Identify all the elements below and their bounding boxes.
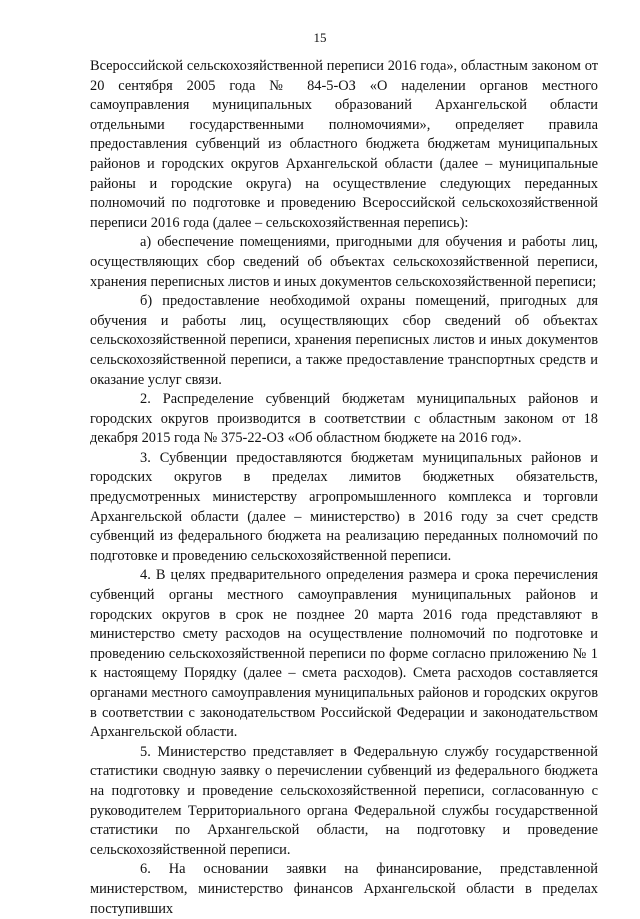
paragraph-2: 2. Распределение субвенций бюджетам муниципальных районов и городских округов производится в соответствии с областным законом от 18 декабря 2015 года № 375-22-ОЗ «Об областном бюджете на 2016 год». [90,391,598,447]
paragraph-4: 4. В целях предварительного определения размера и срока перечисления субвенций органы местного самоуправления муниципальных районов и городских округов в срок не позднее 20 марта 2016 года представляют в министерство смету расходов на осуществление полномочий по подготовке и проведению сельскохозяйственной переписи по форме согласно приложению № 1 к настоящему Порядку (далее – смета расходов). Смета расходов составляется органами местного самоуправления муниципальных районов и городских округов в соответствии с законодательством Российской Федерации и законодательством Архангельской области. [90,567,598,741]
page-number: 15 [313,30,327,45]
paragraph-intro: Всероссийской сельскохозяйственной переписи 2016 года», областным законом от 20 сентября 2005 года № 84-5-ОЗ «О наделении органов местного самоуправления муниципальных образований Архангельской области отдельными государственными полномочиями», определяет правила предоставления субвенций из областного бюджета бюджетам муниципальных районов и городских округов Архангельской области (далее – муниципальные районы и городские округа) на осуществление следующих переданных полномочий по подготовке и проведению Всероссийской сельскохозяйственной переписи 2016 года (далее – сельскохозяйственная перепись): [90,58,598,231]
paragraph-item-a: а) обеспечение помещениями, пригодными для обучения и работы лиц, осуществляющих сбор сведений об объектах сельскохозяйственной переписи, хранения переписных листов и иных документов сельскохозяйственной переписи; [90,234,598,290]
paragraph-6: 6. На основании заявки на финансирование, представленной министерством, министерство финансов Архангельской области в пределах поступивших [90,861,598,917]
document-body [90,57,598,919]
paragraph-item-b: б) предоставление необходимой охраны помещений, пригодных для обучения и работы лиц, осуществляющих сбор сведений об объектах сельскохозяйственной переписи, хранения переписных листов и иных документов сельскохозяйственной переписи, а также предоставление транспортных средств и оказание услуг связи. [90,293,598,388]
paragraph-5: 5. Министерство представляет в Федеральную службу государственной статистики сводную заявку о перечислении субвенций из федерального бюджета на подготовку и проведение сельскохозяйственной переписи, согласованную с руководителем Территориального органа Федеральной службы государственной статистики по Архангельской области, на подготовку и проведение сельскохозяйственной переписи. [90,743,598,858]
paragraph-3: 3. Субвенции предоставляются бюджетам муниципальных районов и городских округов в пределах лимитов бюджетных обязательств, предусмотренных министерству агропромышленного комплекса и торговли Архангельской области (далее – министерство) в 2016 году за счет средств субвенций из федерального бюджета на реализацию переданных полномочий по подготовке и проведению сельскохозяйственной переписи. [90,449,598,564]
